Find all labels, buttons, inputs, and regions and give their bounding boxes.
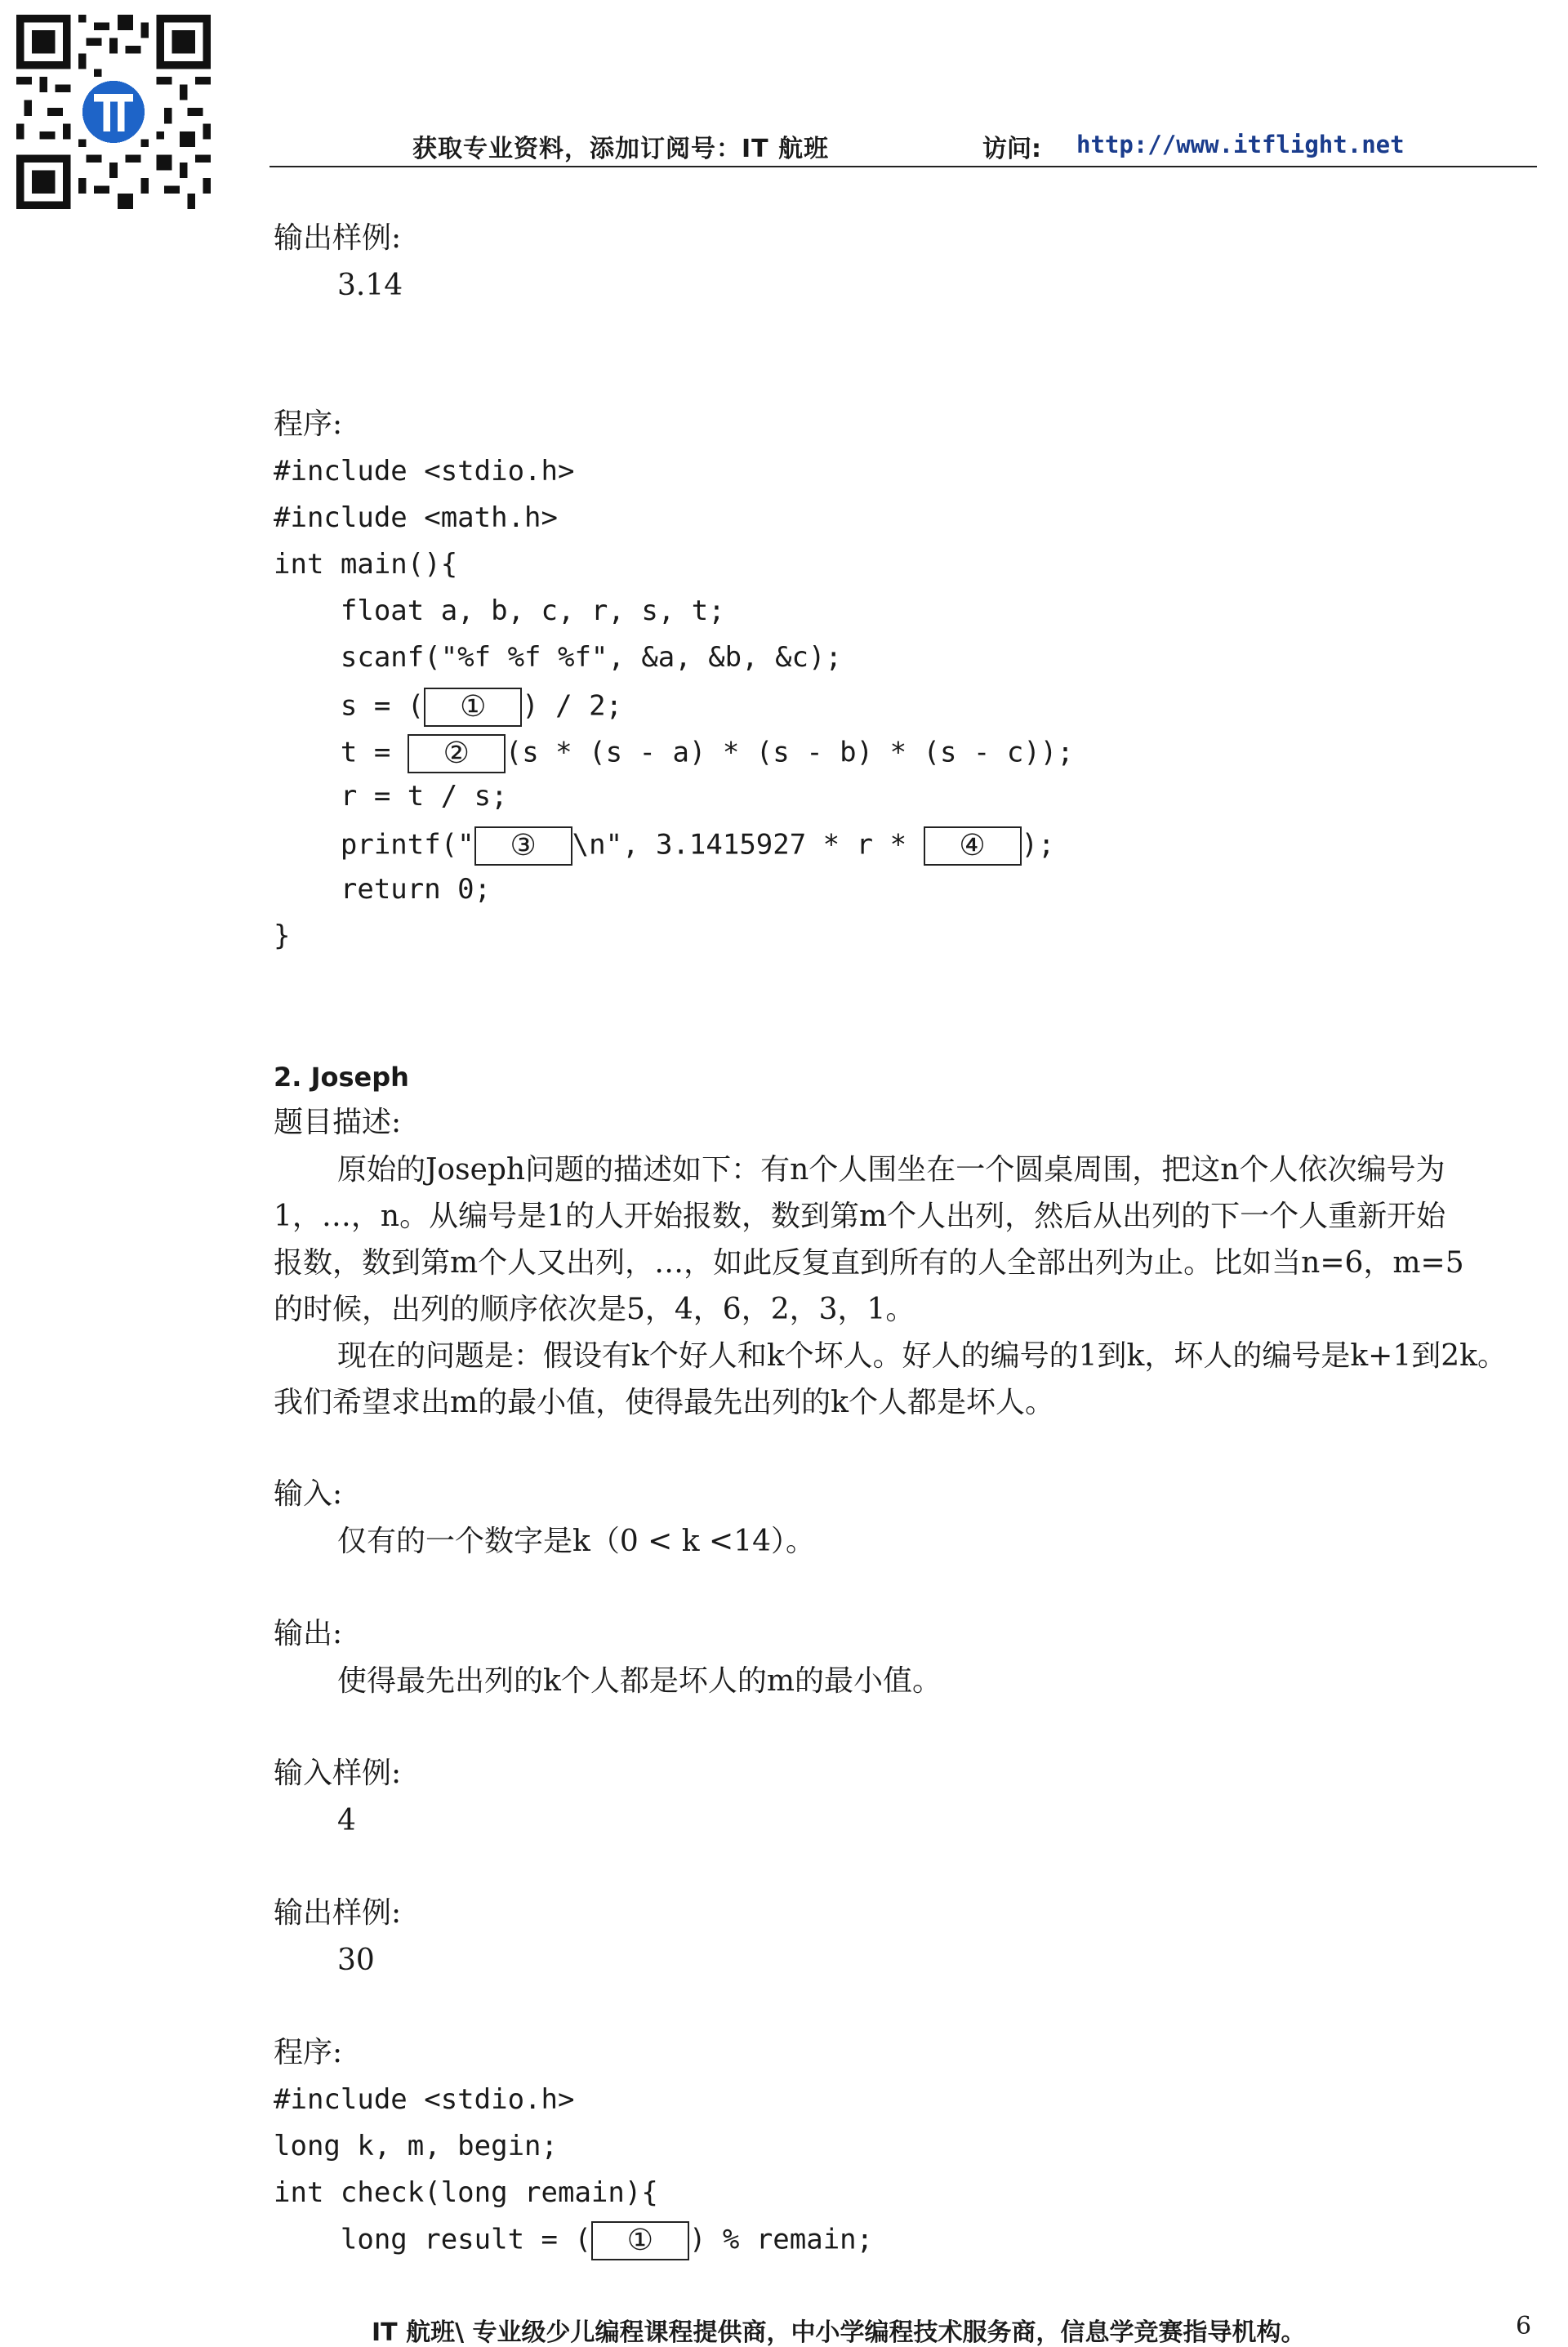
sample-input-value: 4	[337, 1804, 356, 1837]
input-label: 输入:	[274, 1477, 343, 1511]
description-line: 的时候，出列的顺序依次是5，4，6，2，3，1。	[274, 1293, 915, 1326]
code-line: int check(long remain){	[274, 2176, 658, 2209]
header-visit-label: 访问:	[982, 135, 1041, 163]
description-line: 1，…，n。从编号是1的人开始报数，数到第m个人出列，然后从出列的下一个人重新开始	[274, 1200, 1446, 1233]
code-line: int main(){	[274, 548, 458, 581]
section-title: 2. Joseph	[274, 1062, 409, 1093]
output-label: 输出:	[274, 1617, 343, 1650]
blank-2[interactable]: ②	[408, 734, 506, 773]
code-text: long result = (	[274, 2223, 591, 2256]
code-line: #include <stdio.h>	[274, 2083, 575, 2116]
blank-1[interactable]: ①	[424, 688, 522, 727]
description-label: 题目描述:	[274, 1106, 402, 1139]
code-line: float a, b, c, r, s, t;	[274, 595, 725, 627]
code-line: return 0;	[274, 873, 492, 906]
footer-text: IT 航班\ 专业级少儿编程课程提供商，中小学编程技术服务商，信息学竞赛指导机构。	[372, 2318, 1306, 2347]
header-url-link[interactable]: http://www.itflight.net	[1076, 131, 1405, 158]
code-text: (s * (s - a) * (s - b) * (s - c));	[505, 736, 1074, 769]
code-line: r = t / s;	[274, 780, 508, 813]
blank-3[interactable]: ③	[474, 826, 572, 866]
description-line: 报数，数到第m个人又出列，…，如此反复直到所有的人全部出列为止。比如当n=6，m=5	[274, 1246, 1464, 1280]
description-line: 原始的Joseph问题的描述如下：有n个人围坐在一个圆桌周围，把这n个人依次编号为	[337, 1153, 1446, 1187]
sample-output-value: 3.14	[337, 269, 403, 302]
qr-code-image	[16, 15, 211, 209]
code-line-result	[274, 2221, 873, 2260]
blank-4[interactable]: ④	[924, 826, 1022, 866]
sample-output-label: 输出样例:	[274, 221, 402, 255]
code-line: long k, m, begin;	[274, 2130, 558, 2162]
description-line: 我们希望求出m的最小值，使得最先出列的k个人都是坏人。	[274, 1386, 1054, 1419]
code-text: ) / 2;	[522, 689, 623, 723]
code-text: printf("	[274, 828, 474, 862]
blank-1[interactable]: ①	[591, 2221, 689, 2260]
code-line-s	[274, 688, 622, 727]
code-text: t =	[274, 736, 408, 769]
sample-output-value-2: 30	[337, 1944, 375, 1977]
output-text: 使得最先出列的k个人都是坏人的m的最小值。	[337, 1664, 942, 1698]
code-line: }	[274, 920, 291, 952]
input-text: 仅有的一个数字是k（0 < k <14）。	[337, 1525, 816, 1558]
code-line: scanf("%f %f %f", &a, &b, &c);	[274, 641, 842, 674]
code-text: \n", 3.1415927 * r *	[572, 828, 924, 862]
code-line: #include <stdio.h>	[274, 455, 575, 488]
code-line-printf	[274, 826, 1054, 866]
code-line-t	[274, 734, 1074, 773]
program-label: 程序:	[274, 407, 343, 441]
header-divider	[270, 166, 1537, 167]
header-title: 获取专业资料，添加订阅号：IT 航班	[412, 135, 830, 163]
page-number: 6	[1516, 2312, 1532, 2340]
sample-input-label: 输入样例:	[274, 1757, 402, 1790]
program-label-2: 程序:	[274, 2036, 343, 2069]
code-text: );	[1021, 828, 1055, 862]
code-text: ) % remain;	[688, 2223, 874, 2256]
description-line: 现在的问题是：假设有k个好人和k个坏人。好人的编号的1到k，坏人的编号是k+1到2k。	[337, 1339, 1507, 1373]
code-text: s = (	[274, 689, 425, 723]
code-line: #include <math.h>	[274, 501, 558, 534]
sample-output-label-2: 输出样例:	[274, 1896, 402, 1930]
